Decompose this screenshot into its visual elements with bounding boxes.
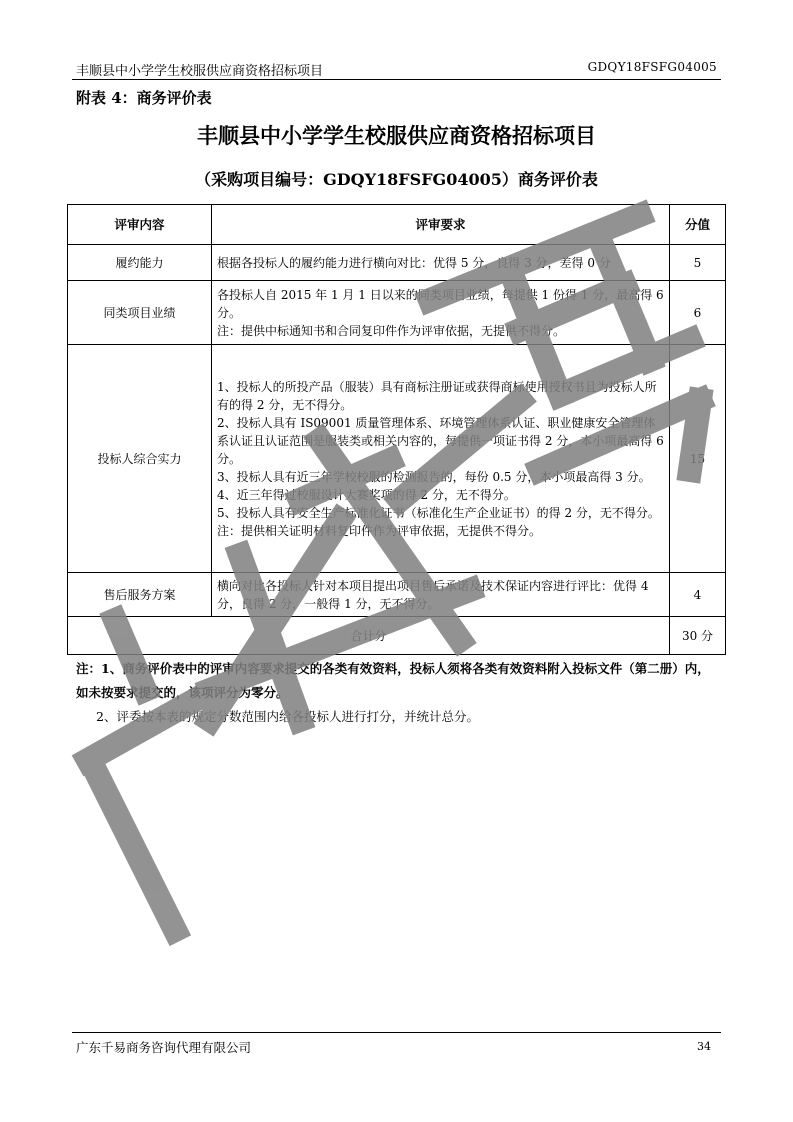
evaluation-table bbox=[67, 204, 726, 655]
requirement-line: 各投标人自 2015 年 1 月 1 日以来的同类项目业绩，每提供 1 份得 1 分，最高得 6 分。 bbox=[217, 287, 664, 320]
row-requirements bbox=[212, 573, 670, 617]
requirement-line: 2、投标人具有 IS09001 质量管理体系、环境管理体系认证、职业健康安全管理体系认证且认证范围是服装类或相关内容的，每提供一项证书得 2 分，本小项最高得 6 分。 bbox=[217, 415, 664, 466]
watermark-stroke bbox=[95, 770, 175, 930]
row-requirements bbox=[212, 281, 670, 345]
requirement-line: 注：提供相关证明材料复印件作为评审依据，无提供不得分。 bbox=[217, 523, 542, 538]
table-row bbox=[68, 245, 726, 281]
table-row bbox=[68, 281, 726, 345]
note-1: 注：1、商务评价表中的评审内容要求提交的各类有效资料，投标人须将各类有效资料附入投标文件（第二册）内，如未按要求提交的，该项评分为零分。 bbox=[76, 661, 710, 700]
row-item: 投标人综合实力 bbox=[68, 345, 212, 573]
requirement-line: 横向对比各投标人针对本项目提出项目售后承诺及技术保证内容进行评比：优得 4 分，良得 2 分，一般得 1 分，无不得分。 bbox=[217, 578, 649, 611]
header-requirements: 评审要求 bbox=[212, 205, 670, 245]
row-item: 售后服务方案 bbox=[68, 573, 212, 617]
row-requirements bbox=[212, 345, 670, 573]
note-2: 2、评委按本表的规定分数范围内给各投标人进行打分，并统计总分。 bbox=[96, 709, 479, 724]
header-item: 评审内容 bbox=[68, 205, 212, 245]
table-row bbox=[68, 345, 726, 573]
total-label: 合计分 bbox=[68, 617, 670, 655]
header-score: 分值 bbox=[670, 205, 726, 245]
row-score: 4 bbox=[670, 573, 726, 617]
footer-company: 广东千易商务咨询代理有限公司 bbox=[76, 1040, 252, 1055]
requirement-line: 5、投标人具有安全生产标准化证书（标准化生产企业证书）的得 2 分，无不得分。 bbox=[217, 505, 660, 520]
row-score: 5 bbox=[670, 245, 726, 281]
header-divider bbox=[72, 79, 721, 80]
requirement-line: 4、近三年得过校服设计大赛奖项的得 2 分，无不得分。 bbox=[217, 487, 516, 502]
footer-page-number: 34 bbox=[697, 1040, 711, 1053]
header-project-code: GDQY18FSFG04005 bbox=[587, 60, 717, 74]
total-score: 30 分 bbox=[670, 617, 726, 655]
table-header-row bbox=[68, 205, 726, 245]
table-total-row bbox=[68, 617, 726, 655]
footer-divider bbox=[72, 1032, 721, 1033]
page-title: 丰顺县中小学学生校服供应商资格招标项目 bbox=[197, 123, 596, 148]
table-row bbox=[68, 573, 726, 617]
requirement-line: 根据各投标人的履约能力进行横向对比：优得 5 分，良得 3 分，差得 0 分 bbox=[217, 255, 611, 270]
appendix-label: 附表 4：商务评价表 bbox=[76, 89, 212, 107]
row-item: 同类项目业绩 bbox=[68, 281, 212, 345]
requirement-line: 注：提供中标通知书和合同复印件作为评审依据，无提供不得分。 bbox=[217, 323, 566, 338]
requirement-line: 3、投标人具有近三年学校校服的检测报告的，每份 0.5 分，本小项最高得 3 分。 bbox=[217, 469, 651, 484]
row-item: 履约能力 bbox=[68, 245, 212, 281]
row-requirements bbox=[212, 245, 670, 281]
requirement-line: 1、投标人的所投产品（服装）具有商标注册证或获得商标使用授权书且为投标人所有的得 2 分，无不得分。 bbox=[217, 379, 657, 412]
header-project-name: 丰顺县中小学学生校服供应商资格招标项目 bbox=[76, 64, 324, 79]
page-subtitle: （采购项目编号：GDQY18FSFG04005）商务评价表 bbox=[195, 170, 598, 189]
row-score: 15 bbox=[670, 345, 726, 573]
row-score: 6 bbox=[670, 281, 726, 345]
notes-section bbox=[76, 657, 721, 729]
